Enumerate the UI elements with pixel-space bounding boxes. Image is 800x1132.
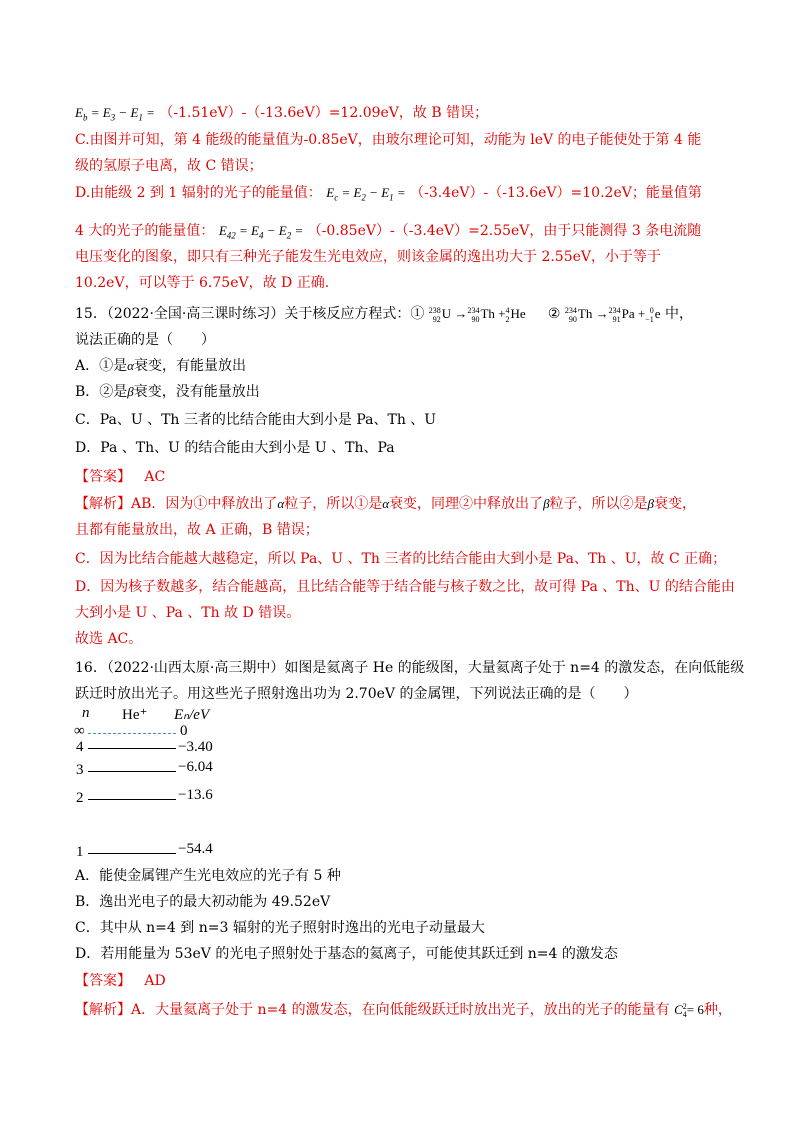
- formula-eb: $E_b = E_3 - E_1$ =: [75, 105, 155, 123]
- alpha-symbol: α: [277, 496, 285, 511]
- q15-explanation-2: 且都有能量放出，故 A 正确，B 错误；: [75, 522, 319, 538]
- q15-explanation-3: C．因为比结合能越大越稳定，所以 Pa、U 、Th 三者的比结合能由大到小是 Pa、Th 、U，故 C 正确；: [75, 551, 727, 567]
- q16-stem: 16．（2022·山西太原·高三期中）如图是氦离子 He 的能级图，大量氦离子处于 n=4 的激发态，在向低能级: [75, 660, 745, 676]
- level-4-n: 4: [76, 739, 84, 755]
- q15-option-d: D．Pa 、Th、U 的结合能由大到小是 U 、Th、Pa: [75, 440, 395, 456]
- q15-explanation-1: [75, 494, 696, 514]
- alpha-symbol: α: [127, 358, 134, 373]
- level-inf-e: 0: [180, 723, 188, 739]
- d-text-c: 4 大的光子的能量值：: [75, 223, 215, 239]
- q15-end: 中，: [664, 306, 693, 322]
- level-4-e: −3.40: [178, 739, 213, 755]
- exp-a: A．大量氦离子处于 n=4 的激发态，在向低能级跃迁时放出光子，放出的光子的能量有: [131, 1002, 670, 1018]
- level-2-n: 2: [76, 790, 84, 806]
- q16-option-c: C．其中从 n=4 到 n=3 辐射的光子照射时逸出的光电子动量最大: [75, 920, 485, 936]
- q16-option-a: A．能使金属锂产生光电效应的光子有 5 种: [75, 868, 341, 884]
- q15-b-pre: B．②是: [75, 384, 128, 400]
- option-d-explanation-3: 电压变化的图象，即只有三种光子能发生光电效应，则该金属的逸出功大于 2.55eV，小于等于: [75, 249, 662, 265]
- option-c-explanation-1: C.由图并可知，第 4 能级的能量值为-0.85eV，由玻尔理论可知，动能为 leV 的电子能使处于第 4 能: [75, 132, 702, 148]
- q15-stem-2: 说法正确的是（ ）: [75, 332, 215, 348]
- option-d-explanation-4: 10.2eV，可以等于 6.75eV，故 D 正确.: [75, 275, 330, 291]
- formula-e42: $E_{42} = E_4 - E_2$ =: [218, 223, 304, 241]
- q15-mid: ②: [547, 306, 561, 322]
- exp-b: 粒子，所以①是: [284, 496, 383, 512]
- q15-explanation-6: 故选 AC。: [75, 631, 143, 647]
- level-3-line: [88, 771, 176, 772]
- beta-symbol: β: [543, 496, 550, 511]
- option-d-explanation-2: [75, 221, 701, 246]
- eb-result: （-1.51eV）-（-13.6eV）=12.09eV，故 B 错误；: [159, 105, 489, 121]
- answer-value: AD: [144, 973, 166, 989]
- level-1-n: 1: [76, 844, 84, 860]
- n-axis-label: n: [82, 705, 90, 721]
- level-4-line: [88, 748, 176, 749]
- formula-ec: $E_c = E_2 - E_1$ =: [326, 185, 406, 203]
- q15-stem: [75, 304, 693, 324]
- level-2-line: [88, 799, 176, 800]
- q15-stem-text: 15．（2022·全国·高三课时练习）关于核反应方程式：①: [75, 306, 425, 322]
- d-text-b: （-3.4eV）-（-13.6eV）=10.2eV；能量值第: [410, 185, 702, 201]
- beta-symbol: β: [127, 384, 134, 399]
- level-3-e: −6.04: [178, 759, 213, 775]
- q16-explanation-1: [75, 1000, 732, 1020]
- nuclear-equation-1: 238 92U →234 90Th +4 2He: [428, 306, 526, 325]
- answer-tag: 【答案】: [75, 469, 131, 485]
- energy-axis-label: Eₙ/eV: [174, 707, 210, 723]
- q16-option-b: B．逸出光电子的最大初动能为 49.52eV: [75, 894, 331, 910]
- beta-symbol: β: [647, 496, 655, 511]
- q15-explanation-5: 大到小是 U 、Pa 、Th 故 D 错误。: [75, 605, 301, 621]
- exp-d: 粒子，所以②是: [549, 496, 648, 512]
- q15-explanation-4: D．因为核子数越多，结合能越高，且比结合能等于结合能与核子数之比，故可得 Pa 、Th、U 的结合能由: [75, 579, 735, 595]
- nuclear-equation-2: 234 90Th →234 91Pa + 0 −1e: [564, 306, 661, 325]
- exp-c: 衰变，同理②中释放出了: [389, 496, 544, 512]
- d-text-d: （-0.85eV）-（-3.4eV）=2.55eV，由于只能测得 3 条电流随: [307, 223, 702, 239]
- q15-option-b: [75, 382, 260, 402]
- q15-a-post: 衰变，有能量放出: [133, 358, 246, 374]
- level-2-e: −13.6: [178, 787, 213, 803]
- explanation-tag: 【解析】: [75, 496, 131, 512]
- q15-b-post: 衰变，没有能量放出: [133, 384, 260, 400]
- answer-tag: 【答案】: [75, 973, 131, 989]
- formula-line-eb: [75, 103, 488, 128]
- q15-a-pre: A．①是: [75, 358, 128, 374]
- exp-a: AB．因为①中释放出了: [131, 496, 278, 512]
- q15-answer: [75, 467, 165, 487]
- q16-option-d: D．若用能量为 53eV 的光电子照射处于基态的氦离子，可能使其跃迁到 n=4 的激发态: [75, 946, 618, 962]
- ion-label: He⁺: [122, 707, 148, 723]
- level-1-line: [88, 853, 176, 854]
- option-c-explanation-2: 级的氢原子电离，故 C 错误；: [75, 158, 263, 174]
- level-1-e: −54.4: [178, 841, 213, 857]
- alpha-symbol: α: [382, 496, 390, 511]
- combination-formula: C2 4= 6: [674, 1002, 704, 1020]
- exp-b: 种，: [703, 1002, 732, 1018]
- level-inf-line: [88, 733, 176, 734]
- option-d-explanation-1: [75, 183, 702, 208]
- q15-option-c: C．Pa、U 、Th 三者的比结合能由大到小是 Pa、Th 、U: [75, 412, 437, 428]
- q16-stem-2: 跃迁时放出光子。用这些光子照射逸出功为 2.70eV 的金属锂，下列说法正确的是（ ）: [75, 686, 638, 702]
- energy-level-diagram: [70, 705, 370, 865]
- q15-option-a: [75, 356, 246, 376]
- level-inf-n: ∞: [74, 723, 85, 739]
- d-text-a: D.由能级 2 到 1 辐射的光子的能量值：: [75, 185, 322, 201]
- q16-answer: [75, 971, 166, 991]
- exp-e: 衰变，: [654, 496, 697, 512]
- explanation-tag: 【解析】: [75, 1002, 131, 1018]
- level-3-n: 3: [76, 762, 84, 778]
- answer-value: AC: [144, 469, 166, 485]
